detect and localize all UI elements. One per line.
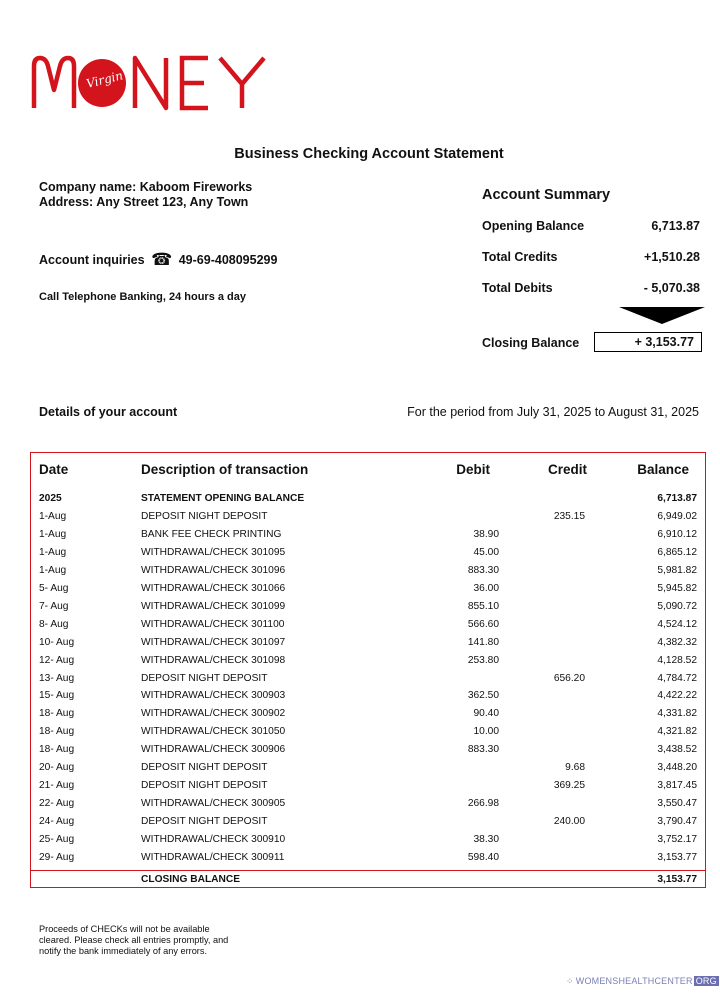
table-row <box>31 616 705 634</box>
cell-balance: 5,945.82 <box>657 582 697 594</box>
cell-date: 7- Aug <box>39 600 69 612</box>
virgin-money-logo <box>30 52 288 112</box>
cell-description: DEPOSIT NIGHT DEPOSIT <box>141 762 268 774</box>
opening-balance-value: 6,713.87 <box>651 219 700 233</box>
cell-balance: 3,817.45 <box>657 780 697 792</box>
closing-balance-value: + 3,153.77 <box>594 332 702 352</box>
table-row <box>31 723 705 741</box>
cell-description: WITHDRAWAL/CHECK 301066 <box>141 582 286 594</box>
cell-description: WITHDRAWAL/CHECK 300903 <box>141 690 286 702</box>
cell-balance: 5,090.72 <box>657 600 697 612</box>
cell-description: WITHDRAWAL/CHECK 301096 <box>141 564 286 576</box>
statement-title: Business Checking Account Statement <box>234 146 504 162</box>
cell-balance: 6,865.12 <box>657 546 697 558</box>
table-row <box>31 670 705 688</box>
details-heading: Details of your account <box>39 405 178 419</box>
banking-note: Call Telephone Banking, 24 hours a day <box>39 291 247 303</box>
cell-date: 15- Aug <box>39 690 75 702</box>
closing-row-balance: 3,153.77 <box>657 874 697 885</box>
watermark-text: WOMENSHEALTHCENTER <box>575 976 693 986</box>
phone-icon: ☎ <box>151 250 173 269</box>
cell-description: WITHDRAWAL/CHECK 300906 <box>141 744 286 756</box>
cell-balance: 3,752.17 <box>657 834 697 846</box>
cell-description: WITHDRAWAL/CHECK 300905 <box>141 798 286 810</box>
cell-description: DEPOSIT NIGHT DEPOSIT <box>141 816 268 828</box>
closing-row-label: CLOSING BALANCE <box>141 874 241 885</box>
header-credit: Credit <box>547 462 587 477</box>
cell-balance: 5,981.82 <box>657 564 697 576</box>
table-row <box>31 741 705 759</box>
footer-note <box>39 924 259 958</box>
footer-line: cleared. Please check all entries promptly, and <box>39 935 229 946</box>
cell-description: DEPOSIT NIGHT DEPOSIT <box>141 510 268 522</box>
cell-date: 18- Aug <box>39 726 75 738</box>
cell-credit: 369.25 <box>553 780 585 792</box>
table-row <box>31 490 705 508</box>
table-row <box>31 795 705 813</box>
table-row <box>31 598 705 616</box>
cell-balance: 6,910.12 <box>657 528 697 540</box>
opening-balance-label: Opening Balance <box>482 219 585 233</box>
cell-description: WITHDRAWAL/CHECK 300911 <box>141 852 285 864</box>
cell-balance: 4,524.12 <box>657 618 697 630</box>
cell-date: 10- Aug <box>39 636 75 648</box>
cell-balance: 3,790.47 <box>657 816 697 828</box>
table-row <box>31 777 705 795</box>
cell-balance: 3,550.47 <box>657 798 697 810</box>
footer-line: notify the bank immediately of any errors. <box>39 946 208 957</box>
cell-debit: 38.90 <box>473 528 499 540</box>
company-info <box>39 180 252 210</box>
cell-date: 22- Aug <box>39 798 75 810</box>
cell-description: WITHDRAWAL/CHECK 300902 <box>141 708 286 720</box>
cell-date: 8- Aug <box>39 618 69 630</box>
transactions-table <box>30 452 706 888</box>
cell-date: 13- Aug <box>39 672 75 684</box>
cell-debit: 266.98 <box>467 798 499 810</box>
cell-balance: 4,128.52 <box>657 654 697 666</box>
cell-credit: 656.20 <box>553 672 585 684</box>
table-row <box>31 831 705 849</box>
cell-debit: 362.50 <box>467 690 499 702</box>
logo-graphic <box>30 52 288 112</box>
table-row <box>31 687 705 705</box>
cell-description: DEPOSIT NIGHT DEPOSIT <box>141 672 268 684</box>
cell-debit: 566.60 <box>467 618 499 630</box>
cell-date: 1-Aug <box>39 564 67 576</box>
cell-date: 25- Aug <box>39 834 75 846</box>
table-row <box>31 508 705 526</box>
table-row <box>31 813 705 831</box>
cell-credit: 240.00 <box>553 816 585 828</box>
table-row <box>31 544 705 562</box>
cell-description: WITHDRAWAL/CHECK 301097 <box>141 636 286 648</box>
cell-balance: 4,784.72 <box>657 672 697 684</box>
company-address: Address: Any Street 123, Any Town <box>39 195 249 209</box>
cell-description: DEPOSIT NIGHT DEPOSIT <box>141 780 268 792</box>
cell-description: WITHDRAWAL/CHECK 301098 <box>141 654 286 666</box>
table-row <box>31 849 705 867</box>
header-description: Description of transaction <box>141 462 309 477</box>
cell-debit: 141.80 <box>467 636 499 648</box>
account-summary-title: Account Summary <box>482 187 611 203</box>
dots-icon: ⁘ <box>566 976 574 986</box>
watermark-suffix: ORG <box>695 976 717 986</box>
cell-date: 18- Aug <box>39 744 75 756</box>
total-debits-value: - 5,070.38 <box>643 281 700 295</box>
cell-description: WITHDRAWAL/CHECK 301050 <box>141 726 286 738</box>
down-arrow-icon <box>619 307 705 324</box>
cell-balance: 3,438.52 <box>657 744 697 756</box>
cell-debit: 10.00 <box>473 726 499 738</box>
cell-description: STATEMENT OPENING BALANCE <box>141 493 305 504</box>
cell-date: 24- Aug <box>39 816 75 828</box>
total-credits-value: +1,510.28 <box>644 250 700 264</box>
cell-debit: 36.00 <box>473 582 499 594</box>
statement-period: For the period from July 31, 2025 to August 31, 2025 <box>407 405 699 419</box>
cell-balance: 6,713.87 <box>657 493 697 504</box>
cell-date: 2025 <box>39 493 62 504</box>
header-debit: Debit <box>456 462 490 477</box>
cell-date: 18- Aug <box>39 708 75 720</box>
header-date: Date <box>39 462 69 477</box>
total-debits-label: Total Debits <box>482 281 553 295</box>
cell-description: WITHDRAWAL/CHECK 301100 <box>141 618 285 630</box>
cell-description: WITHDRAWAL/CHECK 301099 <box>141 600 286 612</box>
cell-balance: 3,153.77 <box>657 852 697 864</box>
cell-debit: 883.30 <box>467 564 499 576</box>
closing-balance-label: Closing Balance <box>482 336 580 350</box>
cell-date: 12- Aug <box>39 654 75 666</box>
transaction-rows <box>31 490 705 867</box>
cell-debit: 855.10 <box>467 600 499 612</box>
cell-balance: 6,949.02 <box>657 510 697 522</box>
logo-badge-text: Virgin <box>84 68 125 91</box>
cell-date: 29- Aug <box>39 852 75 864</box>
cell-description: WITHDRAWAL/CHECK 300910 <box>141 834 286 846</box>
cell-description: BANK FEE CHECK PRINTING <box>141 528 282 540</box>
cell-date: 20- Aug <box>39 762 75 774</box>
cell-balance: 4,321.82 <box>657 726 697 738</box>
header-balance: Balance <box>637 462 689 477</box>
cell-debit: 598.40 <box>467 852 499 864</box>
footer-line: Proceeds of CHECKs will not be available <box>39 924 210 934</box>
cell-date: 1-Aug <box>39 546 67 558</box>
table-row <box>31 634 705 652</box>
cell-debit: 90.40 <box>473 708 499 720</box>
cell-description: WITHDRAWAL/CHECK 301095 <box>141 546 286 558</box>
cell-date: 1-Aug <box>39 528 67 540</box>
cell-debit: 253.80 <box>467 654 499 666</box>
company-name: Company name: Kaboom Fireworks <box>39 180 253 194</box>
cell-date: 21- Aug <box>39 780 75 792</box>
cell-date: 5- Aug <box>39 582 69 594</box>
table-row <box>31 562 705 580</box>
cell-debit: 38.30 <box>473 834 499 846</box>
cell-debit: 45.00 <box>473 546 499 558</box>
table-row <box>31 526 705 544</box>
table-row <box>31 652 705 670</box>
closing-balance-row <box>31 870 705 889</box>
inquiries-label: Account inquiries <box>39 253 145 267</box>
cell-debit: 883.30 <box>467 744 499 756</box>
cell-balance: 4,331.82 <box>657 708 697 720</box>
inquiries-phone: 49-69-408095299 <box>178 253 278 267</box>
cell-balance: 4,422.22 <box>657 690 697 702</box>
cell-credit: 235.15 <box>553 510 585 522</box>
watermark <box>566 976 719 987</box>
table-row <box>31 759 705 777</box>
total-credits-label: Total Credits <box>482 250 558 264</box>
table-row <box>31 705 705 723</box>
cell-balance: 4,382.32 <box>657 636 697 648</box>
cell-balance: 3,448.20 <box>657 762 697 774</box>
account-inquiries <box>39 250 277 270</box>
table-row <box>31 580 705 598</box>
cell-date: 1-Aug <box>39 510 67 522</box>
cell-credit: 9.68 <box>565 762 585 774</box>
